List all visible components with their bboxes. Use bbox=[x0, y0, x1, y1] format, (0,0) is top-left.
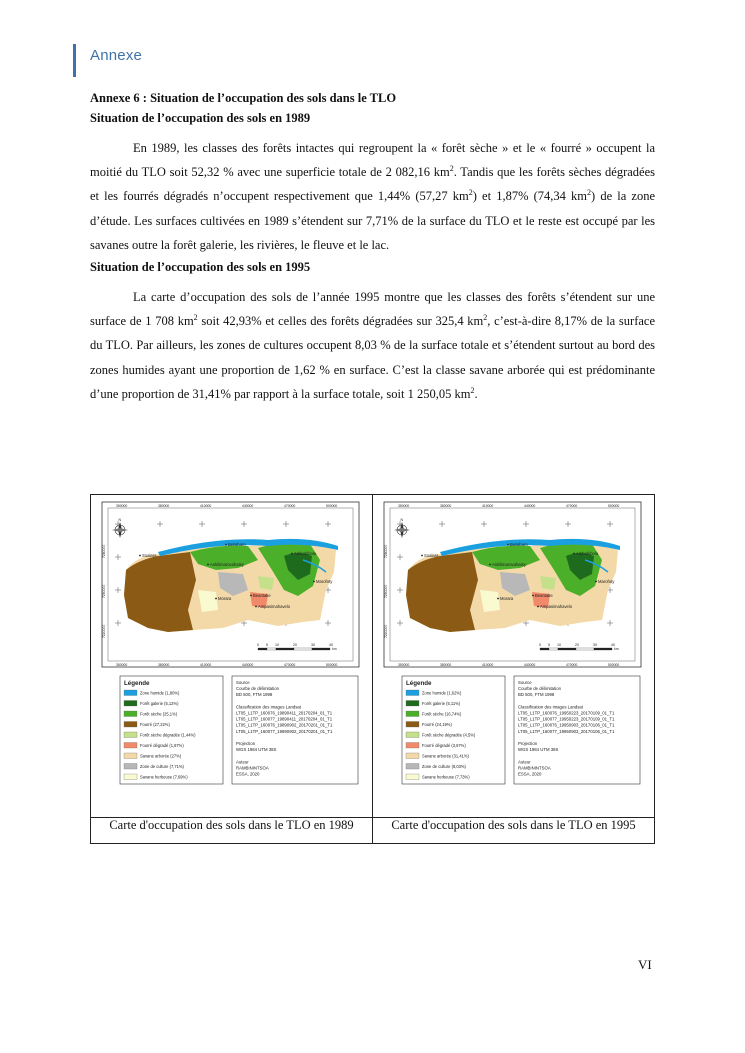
legend-item-label: Fourré (27,22%) bbox=[140, 722, 170, 727]
scale-segment bbox=[294, 648, 312, 650]
place-marker bbox=[507, 544, 509, 546]
place-label: Betsibaro bbox=[510, 542, 528, 547]
place-marker bbox=[489, 564, 491, 566]
legend-item-label: Savane herbeuse (7,73%) bbox=[422, 774, 470, 780]
legend-swatch bbox=[406, 711, 419, 717]
axis-y-label: 7250000 bbox=[384, 584, 388, 598]
axis-x-label-bottom: 380000 bbox=[440, 663, 452, 667]
legend-item-label: Fourré dégradé (3,67%) bbox=[422, 743, 466, 748]
legend-swatch bbox=[124, 690, 137, 696]
place-marker bbox=[207, 564, 209, 566]
scale-label: 30 bbox=[311, 643, 315, 647]
place-label: Betsibaro bbox=[228, 542, 246, 547]
section-title-1995: Situation de l’occupation des sols en 1995 bbox=[90, 260, 311, 275]
scale-segment bbox=[258, 648, 267, 650]
place-label: Ampasimahavelo bbox=[540, 604, 573, 609]
maps-table bbox=[90, 494, 655, 844]
place-label: Soalara bbox=[424, 553, 439, 558]
legend-swatch bbox=[124, 774, 137, 780]
map-cell-1995 bbox=[373, 495, 655, 818]
place-marker bbox=[497, 598, 499, 600]
legend-item-label: Fourré (24,19%) bbox=[422, 722, 452, 727]
place-label: Ambohibola bbox=[576, 551, 599, 556]
legend-item-label: Forêt sèche dégradée (1,44%) bbox=[140, 732, 196, 738]
info-line: Projection bbox=[518, 741, 538, 746]
paragraph-1995: La carte d’occupation des sols de l’année 1995 montre que les classes des forêts s’étendent sur une surface de 1 708 $km^2$ soit 42,93% et celles des forêts dégradées sur 325,4 $km^2$, c’est-à-dire 8,17% de la surface du TLO. Par ailleurs, les zones de cultures occupent 8,03 % de la surface totale et s’étendent surtout au bord des zones humides ayant une proportion de 1,62 % en surface. C’est la classe savane arborée qui est prédominante d’une proportion de 31,41% par rapport à la surface totale, soit 1 250,05 $km^2$. bbox=[90, 290, 656, 401]
map-1989 bbox=[98, 500, 363, 795]
scale-label: 10 bbox=[275, 643, 279, 647]
place-marker bbox=[313, 581, 315, 583]
scale-label: 30 bbox=[593, 643, 597, 647]
legend-item-label: Zone de culture (7,71%) bbox=[140, 764, 184, 769]
legend-item-label: Fourré dégradé (1,87%) bbox=[140, 743, 184, 748]
place-marker bbox=[532, 595, 534, 597]
place-label: Soalara bbox=[142, 553, 157, 558]
scale-label: 5 bbox=[548, 643, 550, 647]
paragraph-1989: En 1989, les classes des forêts intactes qui regroupent la « forêt sèche » et le « fourré » occupent la moitié du TLO soit 52,32 % avec une superficie totale de 2 082,16 $km^2$. Tandis que les forêts sèches dégradées et les fourrés dégradés n’occupent respectivement que 1,44% (57,27 $km^2$) et 1,87% (74,34 $km^2$) de la zone d’étude. Les surfaces cultivées en 1989 s’étendent sur 7,71% de la surface du TLO et le reste est occupé par les savanes outre la forêt galerie, les rivières, le fleuve et le lac. bbox=[90, 141, 656, 252]
scale-segment bbox=[312, 648, 330, 650]
axis-x-label-top: 470000 bbox=[284, 504, 296, 508]
axis-y-label: 7220000 bbox=[384, 624, 388, 638]
info-line: WGS 1984 UTM 38S bbox=[518, 747, 559, 753]
legend-title: Légende bbox=[124, 680, 150, 687]
place-marker bbox=[255, 606, 257, 608]
place-label: Morara bbox=[218, 596, 232, 601]
axis-x-label-bottom: 350000 bbox=[398, 663, 410, 667]
scale-segment bbox=[267, 648, 276, 650]
place-label: Morara bbox=[500, 596, 514, 601]
place-label: Ankilimarovahatsy bbox=[210, 562, 244, 567]
place-label: Beantake bbox=[253, 593, 271, 598]
axis-x-label-top: 440000 bbox=[242, 504, 254, 508]
place-label: Ambohibola bbox=[294, 551, 317, 556]
legend-swatch bbox=[124, 764, 137, 770]
info-line: Classification des images Landsat bbox=[518, 704, 583, 710]
legend-swatch bbox=[406, 701, 419, 707]
place-label: Ampasimahavelo bbox=[258, 604, 291, 609]
info-line: LT05_L1TP_160076_19950223_20170109_01_T1 bbox=[518, 710, 615, 716]
scale-segment bbox=[594, 648, 612, 650]
axis-x-label-bottom: 350000 bbox=[116, 663, 128, 667]
axis-y-label: 7280000 bbox=[102, 544, 106, 558]
scale-label: 40 bbox=[329, 643, 333, 647]
legend-swatch bbox=[406, 753, 419, 759]
info-line: Classification des images Landsat bbox=[236, 704, 301, 710]
place-marker bbox=[291, 553, 293, 555]
legend-item-label: Zone de culture (8,03%) bbox=[422, 764, 466, 769]
info-line: LT05_L1TP_160076_19890902_20170201_01_T1 bbox=[236, 722, 333, 728]
axis-x-label-bottom: 500000 bbox=[326, 663, 338, 667]
scale-label: 5 bbox=[266, 643, 268, 647]
info-line: Source bbox=[236, 680, 250, 685]
axis-x-label-top: 350000 bbox=[398, 504, 410, 508]
info-line: Courbe de délimitation bbox=[518, 686, 561, 692]
page-number: VI bbox=[638, 957, 652, 972]
scale-label: 10 bbox=[557, 643, 561, 647]
map-1995 bbox=[380, 500, 645, 795]
info-line: Auteur bbox=[518, 759, 531, 765]
scale-segment bbox=[558, 648, 576, 650]
caption-1989: Carte d'occupation des sols dans le TLO en 1989 bbox=[91, 818, 373, 844]
scale-segment bbox=[540, 648, 549, 650]
axis-x-label-bottom: 440000 bbox=[242, 663, 254, 667]
info-line: LT05_L1TP_160076_19890411_20170204_01_T1 bbox=[236, 710, 333, 716]
axis-x-label-top: 350000 bbox=[116, 504, 128, 508]
place-marker bbox=[225, 544, 227, 546]
place-marker bbox=[250, 595, 252, 597]
scale-segment bbox=[276, 648, 294, 650]
place-marker bbox=[595, 581, 597, 583]
place-marker bbox=[215, 598, 217, 600]
place-marker bbox=[537, 606, 539, 608]
axis-x-label-bottom: 410000 bbox=[482, 663, 494, 667]
map-svg bbox=[380, 500, 645, 790]
axis-y-label: 7220000 bbox=[102, 624, 106, 638]
axis-x-label-top: 440000 bbox=[524, 504, 536, 508]
section-title-1989: Situation de l’occupation des sols en 1989 bbox=[90, 111, 311, 125]
north-label: N bbox=[118, 518, 122, 522]
legend-item-label: Forêt galerie (5,12%) bbox=[140, 701, 179, 706]
info-line: BD 500, FTM 1998 bbox=[518, 692, 555, 698]
legend-item-label: Forêt sèche (25,1%) bbox=[140, 711, 178, 717]
north-label: N bbox=[400, 518, 404, 522]
legend-item-label: Forêt sèche dégradée (4,5%) bbox=[422, 732, 476, 738]
legend-swatch bbox=[124, 732, 137, 738]
legend-swatch bbox=[406, 743, 419, 749]
scale-label: 0 bbox=[539, 643, 541, 647]
legend-swatch bbox=[406, 732, 419, 738]
axis-x-label-bottom: 380000 bbox=[158, 663, 170, 667]
place-marker bbox=[421, 555, 423, 557]
scale-unit: km bbox=[332, 647, 337, 651]
main-content bbox=[90, 88, 655, 406]
scale-label: 0 bbox=[257, 643, 259, 647]
info-line: LT05_L1TP_160077_19890411_20170204_01_T1 bbox=[236, 716, 333, 722]
axis-x-label-top: 380000 bbox=[158, 504, 170, 508]
foret-seche-degradee-zone bbox=[540, 576, 556, 590]
place-label: Ankilimarovahatsy bbox=[492, 562, 526, 567]
info-line: LT05_L1TP_160077_19950903_20170106_01_T1 bbox=[518, 728, 615, 734]
legend-swatch bbox=[406, 774, 419, 780]
info-line: RAMBININTSOA bbox=[518, 765, 551, 771]
legend-swatch bbox=[124, 753, 137, 759]
axis-x-label-bottom: 410000 bbox=[200, 663, 212, 667]
info-line: LT05_L1TP_160077_19950223_20170109_01_T1 bbox=[518, 716, 615, 722]
axis-y-label: 7250000 bbox=[102, 584, 106, 598]
map-svg bbox=[98, 500, 363, 790]
legend-item-label: Zone humide (1,62%) bbox=[422, 690, 462, 696]
axis-x-label-top: 500000 bbox=[608, 504, 620, 508]
legend-box bbox=[402, 676, 505, 784]
info-line: Courbe de délimitation bbox=[236, 686, 279, 692]
axis-x-label-top: 470000 bbox=[566, 504, 578, 508]
annex-title: Annexe 6 : Situation de l’occupation des sols dans le TLO bbox=[90, 91, 397, 105]
info-line: Source bbox=[518, 680, 532, 685]
info-line: Auteur bbox=[236, 759, 249, 765]
scale-label: 20 bbox=[575, 643, 579, 647]
info-line: ESSA, 2020 bbox=[518, 771, 542, 777]
scale-label: 40 bbox=[611, 643, 615, 647]
info-line: WGS 1984 UTM 38S bbox=[236, 747, 277, 753]
axis-x-label-bottom: 470000 bbox=[284, 663, 296, 667]
info-line: LT05_L1TP_160076_19950903_20170106_01_T1 bbox=[518, 722, 615, 728]
info-line: LT05_L1TP_160077_19890902_20170201_01_T1 bbox=[236, 728, 333, 734]
legend-swatch bbox=[406, 764, 419, 770]
axis-y-label: 7280000 bbox=[384, 544, 388, 558]
legend-swatch bbox=[406, 690, 419, 696]
legend-item-label: Forêt galerie (5,11%) bbox=[422, 701, 461, 706]
info-box bbox=[514, 676, 640, 784]
scale-segment bbox=[576, 648, 594, 650]
place-marker bbox=[573, 553, 575, 555]
axis-x-label-bottom: 470000 bbox=[566, 663, 578, 667]
axis-x-label-bottom: 500000 bbox=[608, 663, 620, 667]
header-label: Annexe bbox=[90, 47, 143, 64]
axis-x-label-bottom: 440000 bbox=[524, 663, 536, 667]
place-label: Marofoty bbox=[598, 579, 615, 584]
axis-x-label-top: 380000 bbox=[440, 504, 452, 508]
legend-item-label: Forêt sèche (16,74%) bbox=[422, 711, 462, 717]
place-label: Beantake bbox=[535, 593, 553, 598]
legend-swatch bbox=[124, 743, 137, 749]
legend-swatch bbox=[124, 722, 137, 728]
map-cell-1989 bbox=[91, 495, 373, 818]
foret-seche-degradee-zone bbox=[258, 576, 274, 590]
info-line: BD 500, FTM 1998 bbox=[236, 692, 273, 698]
place-label: Marofoty bbox=[316, 579, 333, 584]
legend-swatch bbox=[124, 701, 137, 707]
legend-swatch bbox=[124, 711, 137, 717]
legend-title: Légende bbox=[406, 680, 432, 687]
legend-item-label: Savane arborée (31,41%) bbox=[422, 753, 469, 759]
legend-swatch bbox=[406, 722, 419, 728]
info-line: Projection bbox=[236, 741, 256, 746]
scale-segment bbox=[549, 648, 558, 650]
legend-item-label: Savane arborée (27%) bbox=[140, 753, 182, 759]
legend-item-label: Savane herbeuse (7,69%) bbox=[140, 774, 188, 780]
info-line: ESSA, 2020 bbox=[236, 771, 260, 777]
legend-item-label: Zone humide (1,80%) bbox=[140, 690, 180, 696]
axis-x-label-top: 410000 bbox=[200, 504, 212, 508]
legend-box bbox=[120, 676, 223, 784]
caption-1995: Carte d'occupation des sols dans le TLO en 1995 bbox=[373, 818, 655, 844]
header-accent-bar bbox=[73, 44, 76, 77]
scale-label: 20 bbox=[293, 643, 297, 647]
info-line: RAMBININTSOA bbox=[236, 765, 269, 771]
place-marker bbox=[139, 555, 141, 557]
axis-x-label-top: 410000 bbox=[482, 504, 494, 508]
axis-x-label-top: 500000 bbox=[326, 504, 338, 508]
info-box bbox=[232, 676, 358, 784]
scale-unit: km bbox=[614, 647, 619, 651]
